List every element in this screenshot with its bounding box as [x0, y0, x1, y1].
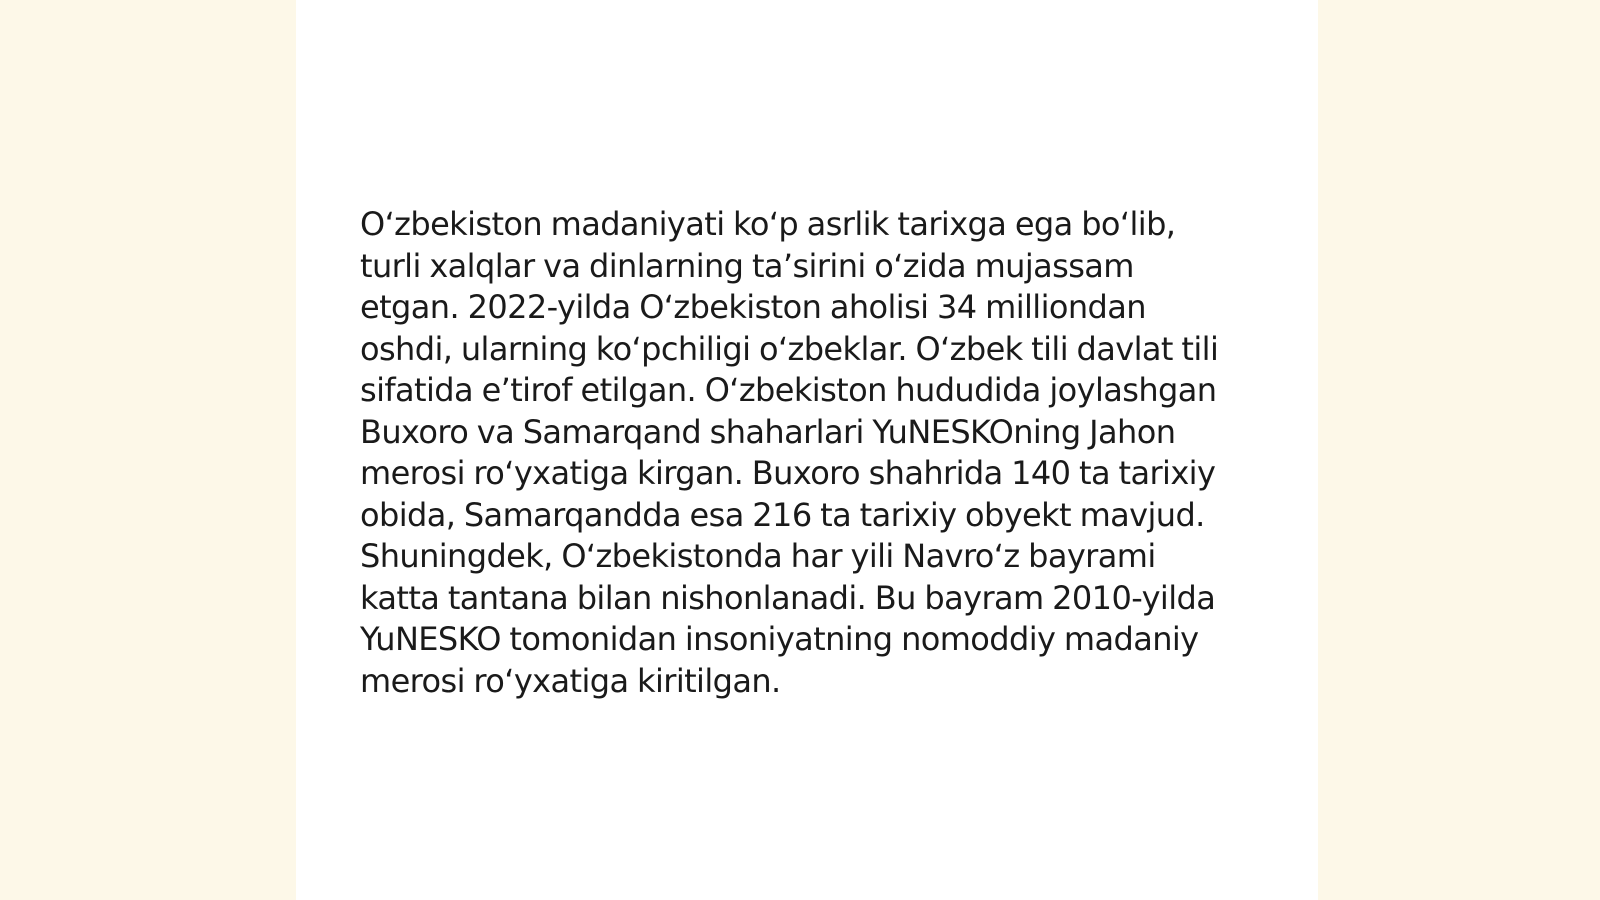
document-page [296, 0, 1318, 900]
body-paragraph: O‘zbekiston madaniyati ko‘p asrlik tarixga ega bo‘lib, turli xalqlar va dinlarning ta’sirini o‘zida mujassam etgan. 2022-yilda O‘zbekiston aholisi 34 milliondan oshdi, ularning ko‘pchiligi o‘zbeklar. O‘zbek tili davlat tili sifatida e’tirof etilgan. O‘zbekiston hududida joylashgan Buxoro va Samarqand shaharlari YuNESKOning Jahon merosi ro‘yxatiga kirgan. Buxoro shahrida 140 ta tarixiy obida, Samarqandda esa 216 ta tarixiy obyekt mavjud. Shuningdek, O‘zbekistonda har yili Navro‘z bayrami katta tantana bilan nishonlanadi. Bu bayram 2010-yilda YuNESKO tomonidan insoniyatning nomoddiy madaniy merosi ro‘yxatiga kiritilgan. [360, 205, 1219, 700]
